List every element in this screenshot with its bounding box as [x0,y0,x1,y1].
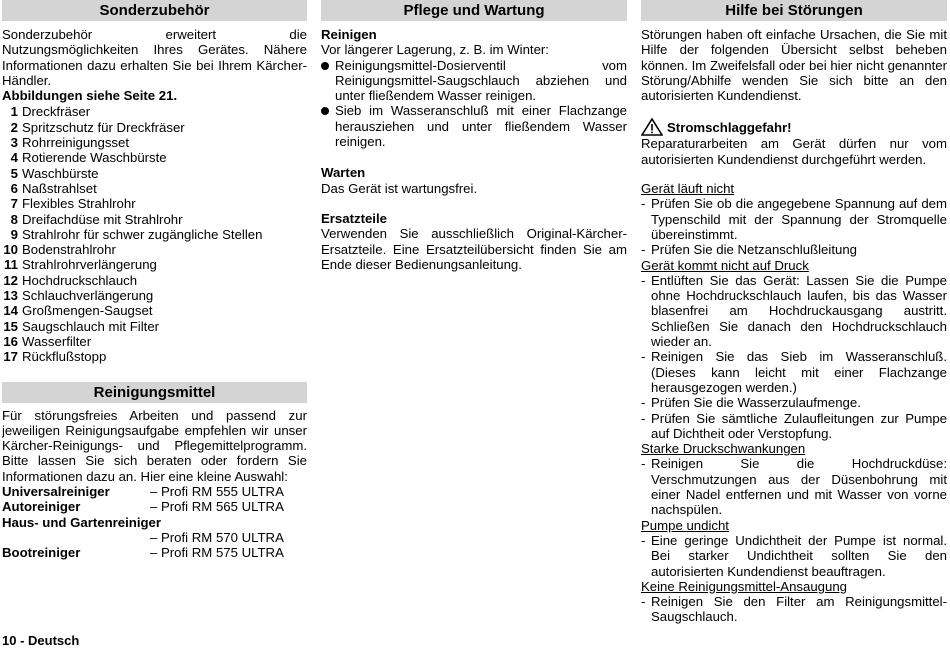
fault-title: Keine Reinigungsmittel-Ansaugung [641,578,848,594]
section-heading-reinigungsmittel: Reinigungsmittel [2,382,307,403]
section-heading-sonderzubehoer: Sonderzubehör [2,0,307,21]
warning-heading: Stromschlaggefahr! [641,118,947,136]
section-heading-stoerungen: Hilfe bei Störungen [641,0,947,21]
list-item: 13 Schlauchverlängerung [3,288,154,304]
bullet-icon [321,103,335,149]
list-item: 6 Naßstrahlset [10,180,97,196]
reinigen-title: Reinigen [321,27,377,42]
product-row: – Profi RM 570 ULTRA [150,529,284,545]
bullet-icon [321,58,335,104]
list-item: 8 Dreifachdüse mit Strahlrohr [10,211,183,227]
fault-title: Gerät kommt nicht auf Druck [641,257,809,273]
reinigen-intro: Vor längerer Lagerung, z. B. im Winter: [321,42,549,58]
list-item: - Reinigen Sie den Filter am Reinigungsmittel-Saugschlauch. [641,594,947,625]
product-row: Autoreiniger – Profi RM 565 ULTRA [2,499,284,515]
sonderzubehoer-intro: Sonderzubehör erweitert die Nutzungsmöglichkeiten Ihres Gerätes. Nähere Informationen dazu erhalten Sie bei Ihrem Kärcher-Händler. [2,27,307,88]
list-item: - Prüfen Sie sämtliche Zulaufleitungen zur Pumpe auf Dichtheit oder Verstopfung. [641,410,947,441]
list-item: 2 Spritzschutz für Dreckfräser [10,119,185,135]
fault-title: Starke Druckschwankungen [641,441,806,457]
list-item: 4 Rotierende Waschbürste [10,150,167,166]
figure-reference: Abbildungen siehe Seite 21. [2,88,178,104]
list-item: - Eine geringe Undichtheit der Pumpe ist normal. Bei starker Undichtheit sollten Sie den autorisierten Kundendienst beauftragen. [641,532,947,579]
section-heading-pflege: Pflege und Wartung [321,0,627,21]
list-item: Reinigungsmittel-Dosierventil vom Reinigungsmittel-Saugschlauch abziehen und unter fließendem Wasser reinigen. [321,58,627,104]
page-footer: 10 - Deutsch [2,633,80,648]
warten-text: Das Gerät ist wartungsfrei. [321,180,478,196]
product-row: Universalreiniger – Profi RM 555 ULTRA [2,484,284,500]
list-item: - Entlüften Sie das Gerät: Lassen Sie die Pumpe ohne Hochdruckschlauch laufen, bis das Wasser blasenfrei am Hochdruckausgang austritt. Schließen Sie danach den Hochdruckschlauch wieder an. [641,272,947,350]
column-sonderzubehoer [2,0,307,561]
fault-title: Gerät läuft nicht [641,181,735,197]
warning-triangle-icon [641,118,663,136]
stoerungen-intro: Störungen haben oft einfache Ursachen, die Sie mit Hilfe der folgenden Übersicht selbst beheben können. Im Zweifelsfall oder bei hier nicht genannter Störung/Abhilfe wenden Sie sich bitte an den autorisierten Kundendienst. [641,27,947,104]
list-item: 12 Hochdruckschlauch [3,272,138,288]
list-item: 17 Rückflußstopp [3,349,107,365]
list-item: 7 Flexibles Strahlrohr [10,196,136,212]
list-item: 15 Saugschlauch mit Filter [3,318,160,334]
product-row: Bootreiniger – Profi RM 575 ULTRA [2,545,284,561]
list-item: - Prüfen Sie die Wasserzulaufmenge. [641,395,861,411]
list-item: 16 Wasserfilter [3,333,92,349]
list-item: 11 Strahlrohrverlängerung [4,257,157,273]
warning-text: Reparaturarbeiten am Gerät dürfen nur vom autorisierten Kundendienst durchgeführt werden. [641,136,947,167]
list-item: - Prüfen Sie die Netzanschlußleitung [641,242,857,258]
list-item: - Reinigen Sie das Sieb im Wasseranschluß. (Dieses kann leicht mit einer Flachzange herausgezogen werden.) [641,349,947,395]
list-item: 5 Waschbürste [10,165,99,181]
product-name: Haus- und Gartenreiniger [2,514,162,530]
list-item: 9 Strahlrohr für schwer zugängliche Stellen [10,226,263,242]
parts-list [2,104,307,364]
list-item: 14 Großmengen-Saugset [3,303,153,319]
ersatzteile-text: Verwenden Sie ausschließlich Original-Kärcher-Ersatzteile. Eine Ersatzteilübersicht finden Sie am Ende dieser Bedienungsanleitung. [321,226,627,272]
column-stoerungen [641,0,947,625]
list-item: 1 Dreckfräser [10,104,91,120]
list-item: 10 Bodenstrahlrohr [3,242,116,258]
list-item: - Prüfen Sie ob die angegebene Spannung auf dem Typenschild mit der Spannung der Stromquelle übereinstimmt. [641,196,947,242]
list-item: Sieb im Wasseranschluß mit einer Flachzange herausziehen und unter fließendem Wasser reinigen. [321,103,627,149]
fault-title: Pumpe undicht [641,517,729,533]
list-item: 3 Rohrreinigungsset [10,135,130,151]
column-pflege [321,0,627,272]
reinigungsmittel-intro: Für störungsfreies Arbeiten und passend zur jeweiligen Reinigungsaufgabe empfehlen wir unser Kärcher-Reinigungs- und Pflegemittelprogramm. Bitte lassen Sie sich beraten oder fordern Sie Informationen dazu an. Hier eine kleine Auswahl: [2,407,307,484]
ersatzteile-title: Ersatzteile [321,210,387,226]
list-item: - Reinigen Sie die Hochdruckdüse: Verschmutzungen aus der Düsenbohrung mit einer Nadel entfernen und mit Wasser von vorne nachspülen. [641,456,947,518]
warten-title: Warten [321,165,366,181]
